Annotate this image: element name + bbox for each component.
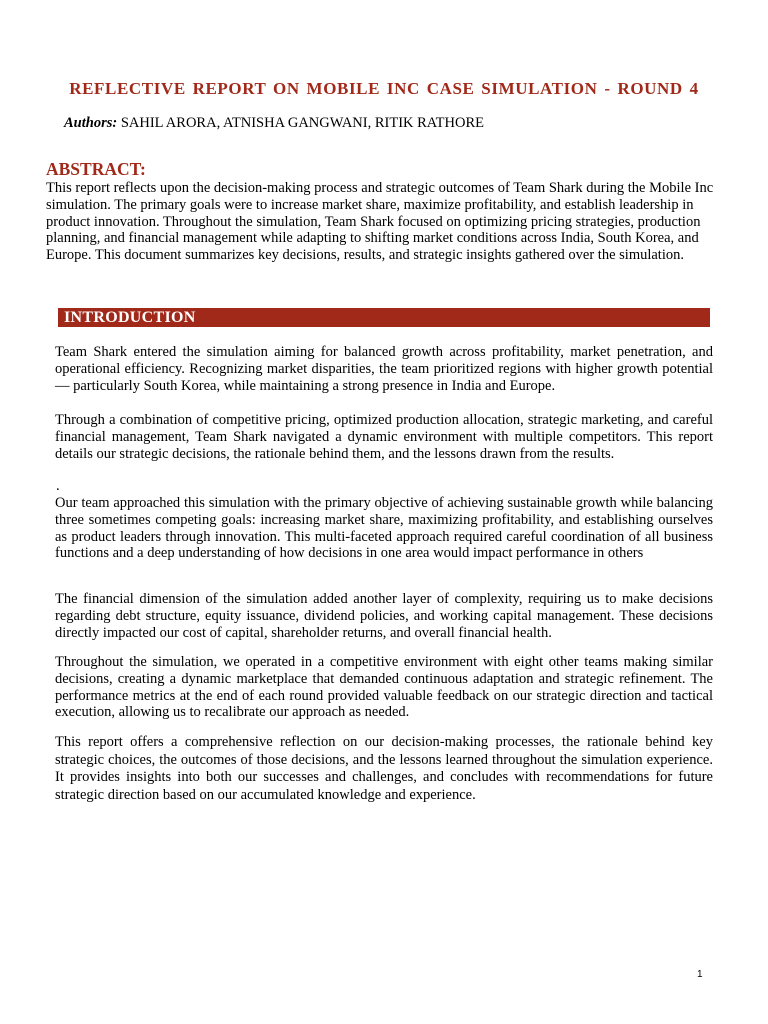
report-title: REFLECTIVE REPORT ON MOBILE INC CASE SIMULATION - ROUND 4	[69, 79, 699, 98]
intro-paragraph-1: Team Shark entered the simulation aiming for balanced growth across profitability, market penetration, and operational efficiency. Recognizing market disparities, the team prioritized regions with higher growth potential — particularly South Korea, while maintaining a strong presence in India and Europe.	[55, 344, 713, 394]
intro-paragraph-5: Throughout the simulation, we operated in a competitive environment with eight other teams making similar decisions, creating a dynamic marketplace that demanded continuous adaptation and strategic refinement. The performance metrics at the end of each round provided valuable feedback on our strategic direction and tactical execution, allowing us to recalibrate our approach as needed.	[55, 654, 713, 721]
intro-paragraph-2: Through a combination of competitive pricing, optimized production allocation, strategic marketing, and careful financial management, Team Shark navigated a dynamic environment with multiple competitors. This report details our strategic decisions, the rationale behind them, and the lessons drawn from the results.	[55, 412, 713, 462]
introduction-heading-bar	[58, 308, 710, 327]
authors-label: Authors:	[64, 115, 118, 131]
intro-paragraph-4: The financial dimension of the simulation added another layer of complexity, requiring us to make decisions regarding debt structure, equity issuance, dividend policies, and working capital management. These decisions directly impacted our cost of capital, shareholder returns, and overall financial health.	[55, 591, 713, 641]
stray-period: .	[56, 478, 60, 494]
intro-paragraph-3: Our team approached this simulation with the primary objective of achieving sustainable growth while balancing three sometimes competing goals: increasing market share, maximizing profitability, and establishing ourselves as product leaders through innovation. This multi-faceted approach required careful coordination of all business functions and a deep understanding of how decisions in one area would impact performance in others	[55, 495, 713, 562]
page-number: 1	[697, 969, 703, 980]
introduction-heading: INTRODUCTION	[64, 309, 196, 326]
authors-line	[64, 115, 484, 132]
authors-names: SAHIL ARORA, ATNISHA GANGWANI, RITIK RATHORE	[117, 115, 485, 131]
abstract-heading: ABSTRACT:	[46, 159, 146, 179]
abstract-body: This report reflects upon the decision-making process and strategic outcomes of Team Shark during the Mobile Inc simulation. The primary goals were to increase market share, maximize profitability, and establish leadership in product innovation. Throughout the simulation, Team Shark focused on optimizing pricing strategies, production planning, and financial management while adapting to shifting market conditions across India, South Korea, and Europe. This document summarizes key decisions, results, and strategic insights gathered over the simulation.	[46, 180, 714, 264]
intro-paragraph-6: This report offers a comprehensive reflection on our decision-making processes, the rationale behind key strategic choices, the outcomes of those decisions, and the lessons learned throughout the simulation experience. It provides insights into both our successes and challenges, and concludes with recommendations for future strategic direction based on our accumulated knowledge and experience.	[55, 734, 713, 803]
